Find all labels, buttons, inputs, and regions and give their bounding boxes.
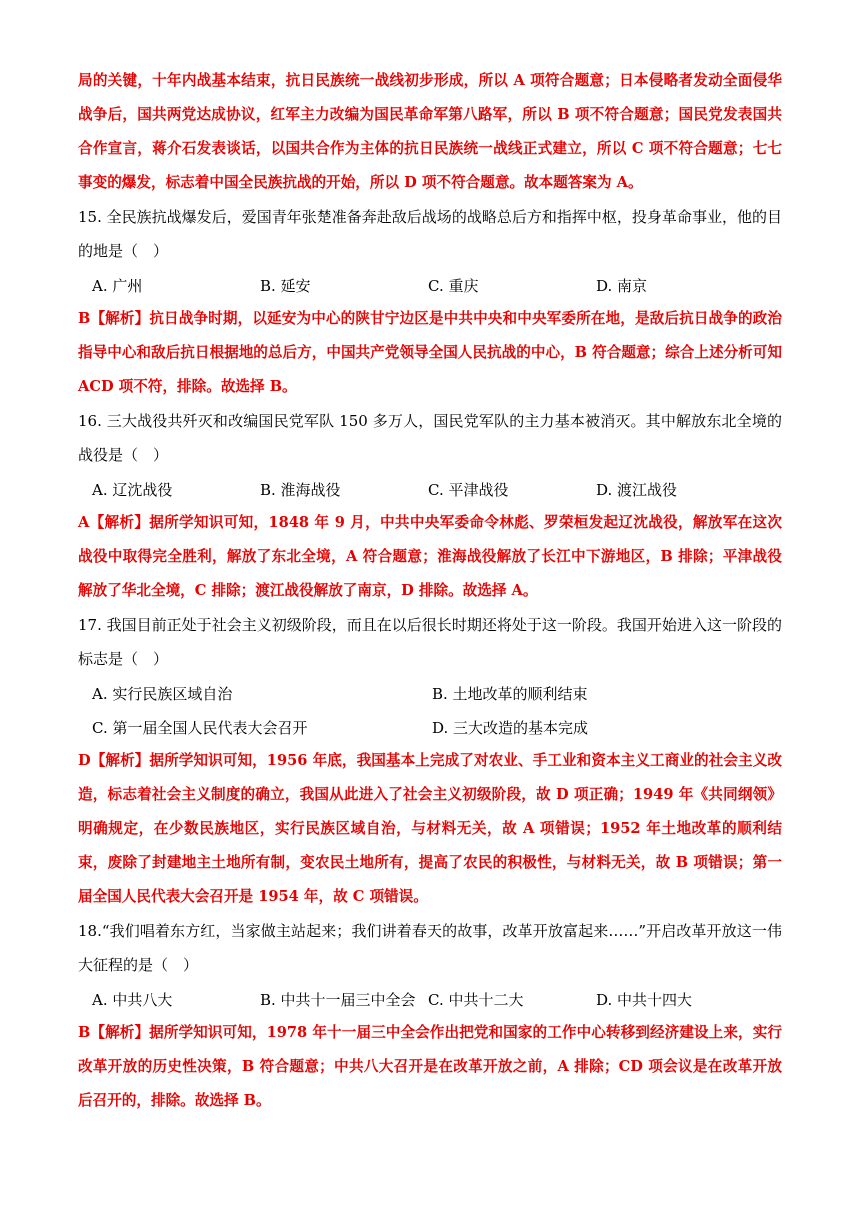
question-18-options [78,982,782,1016]
option-b: B. 中共十一届三中全会 [260,990,416,1009]
answer-explanation-18: B【解析】据所学知识可知，1978 年十一届三中全会作出把党和国家的工作中心转移到经济建设上来，实行改革开放的历史性决策，B 符合题意；中共八大召开是在改革开放之前，A 排除；CD 项会议是在改革开放后召开的，排除。故选择 B。 [78,1024,782,1109]
answer-explanation-15: B【解析】抗日战争时期，以延安为中心的陕甘宁边区是中共中央和中央军委所在地，是敌后抗日战争的政治指导中心和敌后抗日根据地的总后方，中国共产党领导全国人民抗战的中心，B 符合题意；综合上述分析可知 ACD 项不符，排除。故选择 B。 [78,310,782,395]
option-d: D. 中共十四大 [596,990,693,1009]
question-16-options [78,472,782,506]
option-c: C. 中共十二大 [428,990,524,1009]
document-content [78,64,782,1118]
option-d: D. 渡江战役 [596,480,678,499]
answer-explanation-16: A【解析】据所学知识可知，1848 年 9 月，中共中央军委命令林彪、罗荣桓发起辽沈战役，解放军在这次战役中取得完全胜利，解放了东北全境，A 符合题意；淮海战役解放了长江中下游地区，B 排除；平津战役解放了华北全境，C 排除；渡江战役解放了南京，D 排除。故选择 A。 [78,514,782,599]
option-a: A. 中共八大 [92,990,173,1009]
option-b: B. 土地改革的顺利结束 [432,684,588,703]
option-d: D. 南京 [596,276,648,295]
question-15-options [78,268,782,302]
question-15-stem: 15. 全民族抗战爆发后，爱国青年张楚准备奔赴敌后战场的战略总后方和指挥中枢，投身革命事业，他的目的地是（ ） [78,208,782,260]
question-17-stem: 17. 我国目前正处于社会主义初级阶段，而且在以后很长时期还将处于这一阶段。我国开始进入这一阶段的标志是（ ） [78,616,782,668]
option-c: C. 重庆 [428,276,479,295]
question-16-stem: 16. 三大战役共歼灭和改编国民党军队 150 多万人，国民党军队的主力基本被消灭。其中解放东北全境的战役是（ ） [78,412,782,464]
option-c: C. 第一届全国人民代表大会召开 [92,718,308,737]
question-18-stem: 18.“我们唱着东方红，当家做主站起来；我们讲着春天的故事，改革开放富起来……”开启改革开放这一伟大征程的是（ ） [78,922,782,974]
option-b: B. 延安 [260,276,311,295]
option-d: D. 三大改造的基本完成 [432,718,589,737]
question-17-options-row-2 [78,710,782,744]
question-17-options-row-1 [78,676,782,710]
option-c: C. 平津战役 [428,480,509,499]
option-b: B. 淮海战役 [260,480,341,499]
answer-explanation-14: 局的关键，十年内战基本结束，抗日民族统一战线初步形成，所以 A 项符合题意；日本侵略者发动全面侵华战争后，国共两党达成协议，红军主力改编为国民革命军第八路军，所以 B 项不符合题意；国民党发表国共合作宣言，蒋介石发表谈话，以国共合作为主体的抗日民族统一战线正式建立，所以 C 项不符合题意；七七事变的爆发，标志着中国全民族抗战的开始，所以 D 项不符合题意。故本题答案为 A。 [78,72,782,191]
option-a: A. 广州 [92,276,143,295]
answer-explanation-17: D【解析】据所学知识可知，1956 年底，我国基本上完成了对农业、手工业和资本主义工商业的社会主义改造，标志着社会主义制度的确立，我国从此进入了社会主义初级阶段，故 D 项正确；1949 年《共同纲领》明确规定，在少数民族地区，实行民族区域自治，与材料无关，故 A 项错误；1952 年土地改革的顺利结束，废除了封建地主土地所有制，变农民土地所有，提高了农民的积极性，与材料无关，故 B 项错误；第一届全国人民代表大会召开是 1954 年，故 C 项错误。 [78,752,782,905]
option-a: A. 辽沈战役 [92,480,173,499]
option-a: A. 实行民族区域自治 [92,684,233,703]
